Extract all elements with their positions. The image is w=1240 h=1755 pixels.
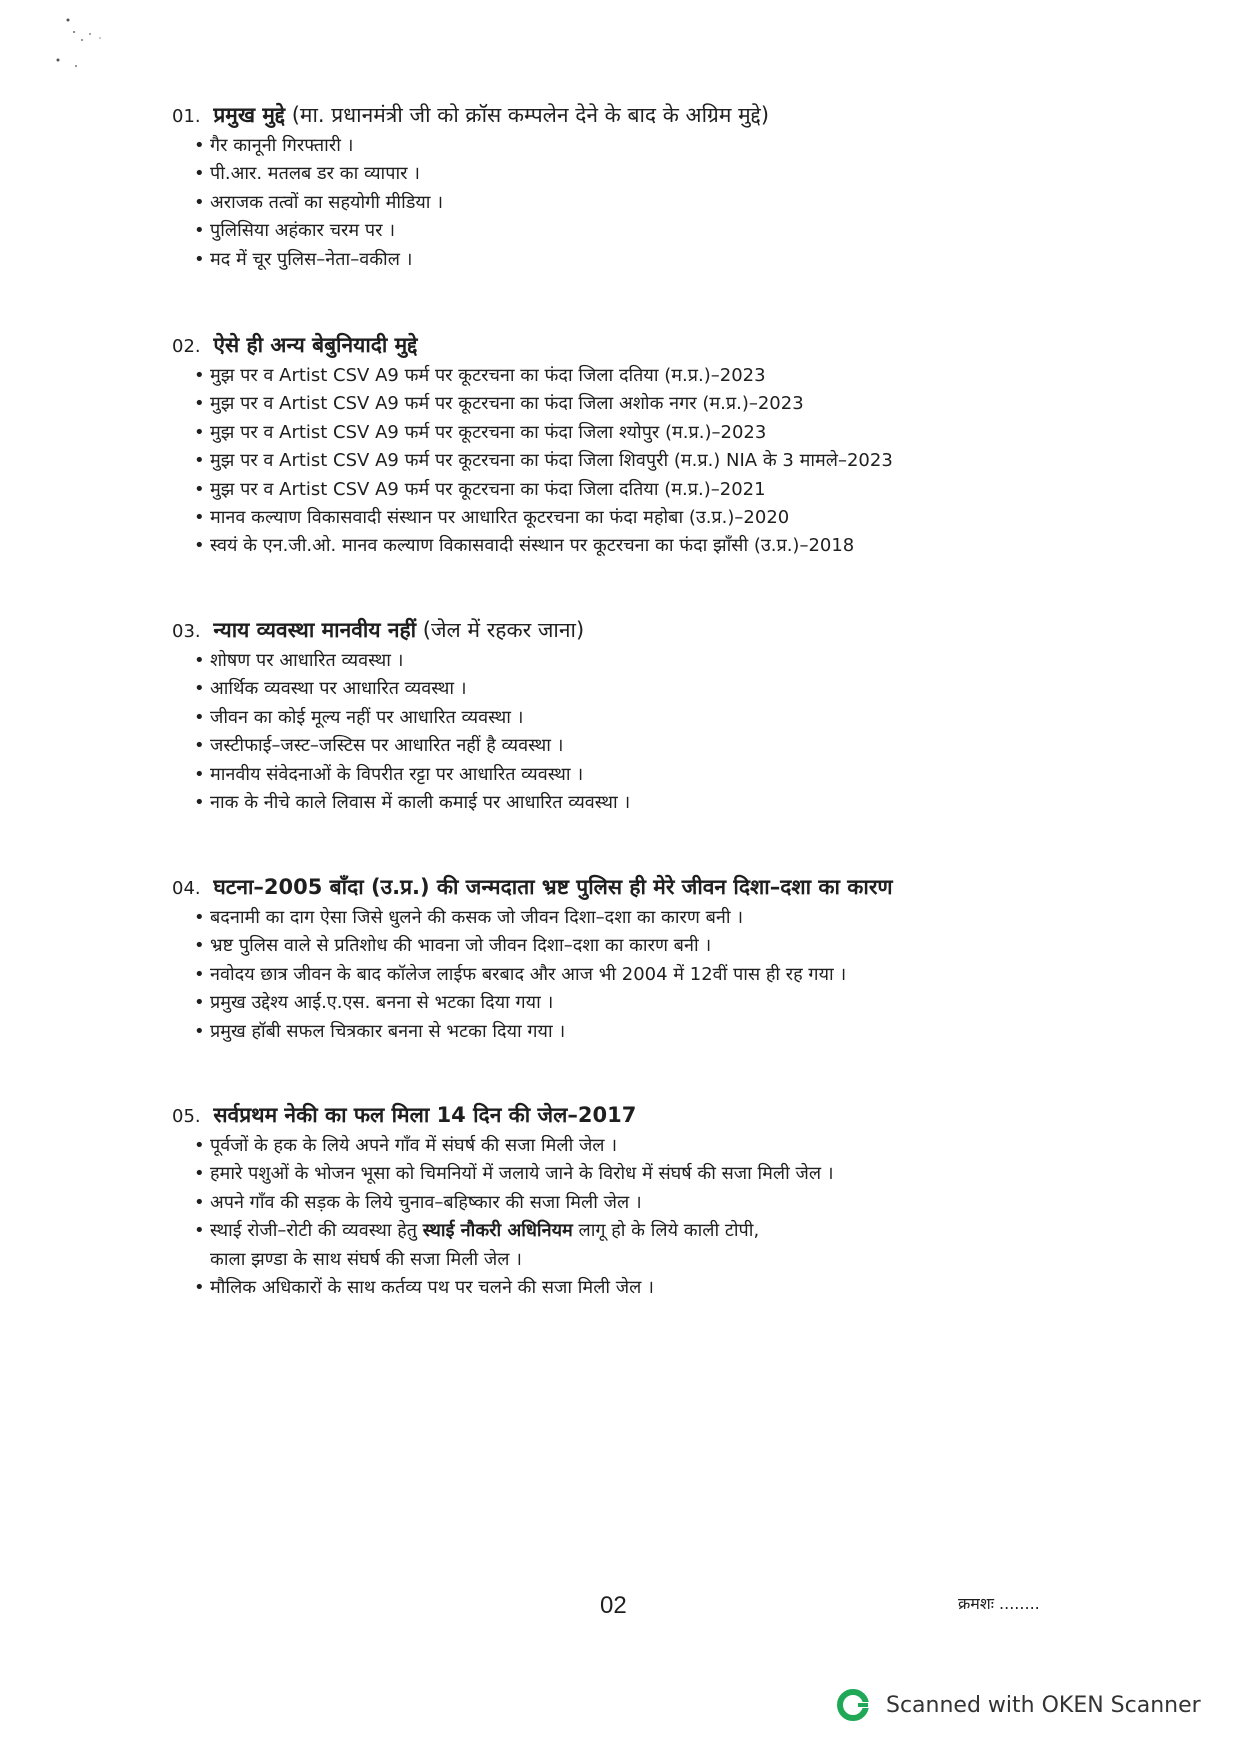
list-item: • मानव कल्याण विकासवादी संस्थान पर आधारित कूटरचना का फंदा महोबा (उ.प्र.)–2020 (194, 504, 1102, 532)
section-03 (172, 615, 1102, 817)
section-number: 01. (172, 106, 201, 127)
section-subtitle: (मा. प्रधानमंत्री जी को क्रॉस कम्पलेन देने के बाद के अग्रिम मुद्दे) (291, 103, 770, 127)
list-item: • जस्टीफाई–जस्ट–जस्टिस पर आधारित नहीं है व्यवस्था । (194, 732, 1102, 760)
item-emphasis: स्थाई नौकरी अधिनियम (422, 1220, 573, 1242)
section-number: 04. (172, 878, 201, 899)
bullet-list (172, 647, 1102, 817)
list-item: • स्वयं के एन.जी.ओ. मानव कल्याण विकासवादी संस्थान पर कूटरचना का फंदा झाँसी (उ.प्र.)–2018 (194, 532, 1102, 560)
list-item: • मानवीय संवेदनाओं के विपरीत रट्टा पर आधारित व्यवस्था । (194, 761, 1102, 789)
list-item: • आर्थिक व्यवस्था पर आधारित व्यवस्था । (194, 675, 1102, 703)
list-item: • मद में चूर पुलिस–नेता–वकील । (194, 246, 1102, 274)
list-item: • मुझ पर व Artist CSV A9 फर्म पर कूटरचना का फंदा जिला अशोक नगर (म.प्र.)–2023 (194, 390, 1102, 418)
bullet-list (172, 904, 1102, 1046)
section-title: घटना–2005 बाँदा (उ.प्र.) की जन्मदाता भ्रष्ट पुलिस ही मेरे जीवन दिशा–दशा का कारण (213, 875, 893, 899)
scan-specks (20, 10, 140, 90)
section-04 (172, 872, 1102, 1046)
list-item: • मुझ पर व Artist CSV A9 फर्म पर कूटरचना का फंदा जिला दतिया (म.प्र.)–2023 (194, 362, 1102, 390)
section-heading (172, 615, 1102, 647)
oken-logo-icon (832, 1684, 874, 1726)
list-item: • मौलिक अधिकारों के साथ कर्तव्य पथ पर चलने की सजा मिली जेल । (194, 1274, 1102, 1302)
section-heading (172, 1100, 1102, 1132)
section-title: प्रमुख मुद्दे (213, 103, 286, 127)
list-item: • हमारे पशुओं के भोजन भूसा को चिमनियों में जलाये जाने के विरोध में संघर्ष की सजा मिली जेल । (194, 1160, 1102, 1188)
section-heading (172, 872, 1102, 904)
scanner-watermark (832, 1684, 1201, 1726)
list-item: • प्रमुख हॉबी सफल चित्रकार बनना से भटका दिया गया । (194, 1018, 1102, 1046)
section-number: 03. (172, 621, 201, 642)
list-item: • नाक के नीचे काले लिवास में काली कमाई पर आधारित व्यवस्था । (194, 789, 1102, 817)
bullet-list (172, 132, 1102, 274)
list-item: • नवोदय छात्र जीवन के बाद कॉलेज लाईफ बरबाद और आज भी 2004 में 12वीं पास ही रह गया । (194, 961, 1102, 989)
page-number: 02 (600, 1592, 627, 1619)
list-item-multiline (194, 1217, 1102, 1274)
list-item: • पूर्वजों के हक के लिये अपने गाँव में संघर्ष की सजा मिली जेल । (194, 1132, 1102, 1160)
bullet-list (172, 362, 1102, 561)
section-title: ऐसे ही अन्य बेबुनियादी मुद्दे (213, 333, 418, 357)
item-text: लागू हो के लिये काली टोपी, (572, 1220, 760, 1242)
list-item: • मुझ पर व Artist CSV A9 फर्म पर कूटरचना का फंदा जिला शिवपुरी (म.प्र.) NIA के 3 मामले–2023 (194, 447, 1102, 475)
list-item: • प्रमुख उद्देश्य आई.ए.एस. बनना से भटका दिया गया । (194, 989, 1102, 1017)
section-title: न्याय व्यवस्था मानवीय नहीं (213, 618, 417, 642)
list-item: • जीवन का कोई मूल्य नहीं पर आधारित व्यवस्था । (194, 704, 1102, 732)
section-title: सर्वप्रथम नेकी का फल मिला 14 दिन की जेल–2017 (213, 1103, 637, 1127)
continued-note: क्रमशः ........ (958, 1594, 1040, 1613)
section-number: 02. (172, 336, 201, 357)
list-item: • बदनामी का दाग ऐसा जिसे धुलने की कसक जो जीवन दिशा–दशा का कारण बनी । (194, 904, 1102, 932)
section-01 (172, 100, 1102, 274)
bullet-list (172, 1132, 1102, 1302)
list-item: • पी.आर. मतलब डर का व्यापार । (194, 160, 1102, 188)
section-05 (172, 1100, 1102, 1302)
section-heading (172, 330, 1102, 362)
list-item: • गैर कानूनी गिरफ्तारी । (194, 132, 1102, 160)
list-item: • अराजक तत्वों का सहयोगी मीडिया । (194, 189, 1102, 217)
scanner-text: Scanned with OKEN Scanner (886, 1692, 1201, 1718)
list-item: • शोषण पर आधारित व्यवस्था । (194, 647, 1102, 675)
item-text: स्थाई रोजी–रोटी की व्यवस्था हेतु (210, 1220, 423, 1242)
section-number: 05. (172, 1106, 201, 1127)
list-item: • अपने गाँव की सड़क के लिये चुनाव–बहिष्कार की सजा मिली जेल । (194, 1189, 1102, 1217)
item-text-line2: काला झण्डा के साथ संघर्ष की सजा मिली जेल । (210, 1248, 523, 1270)
list-item: • पुलिसिया अहंकार चरम पर । (194, 217, 1102, 245)
section-subtitle: (जेल में रहकर जाना) (422, 618, 585, 642)
list-item: • मुझ पर व Artist CSV A9 फर्म पर कूटरचना का फंदा जिला श्योपुर (म.प्र.)–2023 (194, 419, 1102, 447)
list-item: • मुझ पर व Artist CSV A9 फर्म पर कूटरचना का फंदा जिला दतिया (म.प्र.)–2021 (194, 476, 1102, 504)
section-02 (172, 330, 1102, 561)
list-item: • भ्रष्ट पुलिस वाले से प्रतिशोध की भावना जो जीवन दिशा–दशा का कारण बनी । (194, 932, 1102, 960)
section-heading (172, 100, 1102, 132)
